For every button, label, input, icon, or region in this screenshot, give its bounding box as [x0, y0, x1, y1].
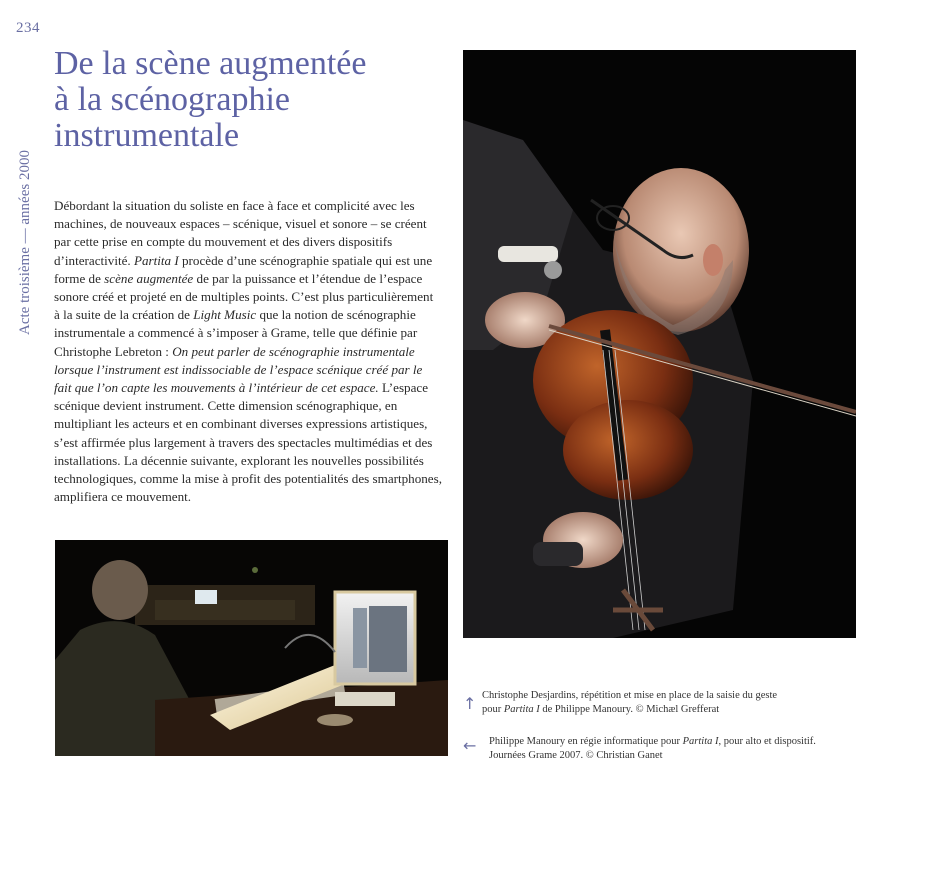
quote-lebreton: On peut parler de scénographie instrumentale lorsque l’instrument est indissociable de l’espace scénique créé par le fait que l’on capte les mouvements à l’intérieur de cet espace.	[54, 343, 423, 396]
body-text-5: L’espace scénique devient instrument. Cette dimension scénographique, en multipliant les acteurs et en combinant diverses expressions artistiques, s’est affirmée plus largement à travers des spectacles multimédias et des installations. La décennie suivante, explorant les nouvelles possibilités technologiques, comme la mise à profit des potentialités des smartphones, amplifiera ce mouvement.	[54, 380, 442, 505]
caption-text: pour	[482, 704, 504, 715]
title-line-3: instrumentale	[54, 117, 240, 154]
violinist-illustration	[463, 50, 856, 638]
caption-violinist	[482, 689, 842, 717]
article-title	[54, 46, 444, 154]
caption-text: de Philippe Manoury. © Michæl Grefferat	[539, 704, 720, 715]
work-title-partita: Partita I	[133, 252, 179, 268]
page-number: 234	[16, 20, 40, 36]
caption-console-line-2: Journées Grame 2007. © Christian Ganet	[489, 750, 663, 761]
work-title-light-music: Light Music	[193, 307, 257, 323]
body-text-4: que la notion de scénographie instrumentale a commencé à s’imposer à Grame, telle que définie par Christophe Lebreton :	[54, 307, 418, 359]
caption-console-line-1	[489, 735, 849, 749]
caption-text: Philippe Manoury en régie informatique pour	[489, 736, 683, 747]
caption-work-title: Partita I	[682, 736, 719, 747]
console-illustration	[55, 540, 448, 756]
body-text-3: de par la puissance et l’étendue de l’espace sonore créé et projeté en de multiples points. C’est plus particulièrement à la suite de la création de	[54, 270, 434, 323]
caption-work-title: Partita I	[503, 704, 540, 715]
caption-text: , pour alto et dispositif.	[718, 736, 816, 747]
caption-violinist-line-1: Christophe Desjardins, répétition et mise en place de la saisie du geste	[482, 690, 778, 701]
caption-arrow-up-icon: ↑	[463, 694, 477, 713]
title-line-1: De la scène augmentée	[54, 45, 367, 82]
term-scene-augmentee: scène augmentée	[104, 270, 194, 286]
body-text-2: procède d’une scénographie spatiale qui est une forme de	[54, 252, 433, 286]
photo-violinist	[463, 50, 856, 638]
caption-violinist-line-2	[482, 703, 842, 717]
running-head: Acte troisième — années 2000	[17, 150, 33, 335]
caption-arrow-left-icon: ←	[463, 736, 477, 755]
body-text-1: Débordant la situation du soliste en face à face et complicité avec les machines, de nouveaux espaces – scénique, visuel et sonore – se créent par cette prise en compte du mouvement et des divers dispositifs d’interactivité.	[54, 198, 427, 268]
body-paragraph	[54, 197, 442, 506]
title-line-2: à la scénographie	[54, 81, 290, 118]
photo-console	[55, 540, 448, 756]
caption-console	[489, 735, 849, 763]
